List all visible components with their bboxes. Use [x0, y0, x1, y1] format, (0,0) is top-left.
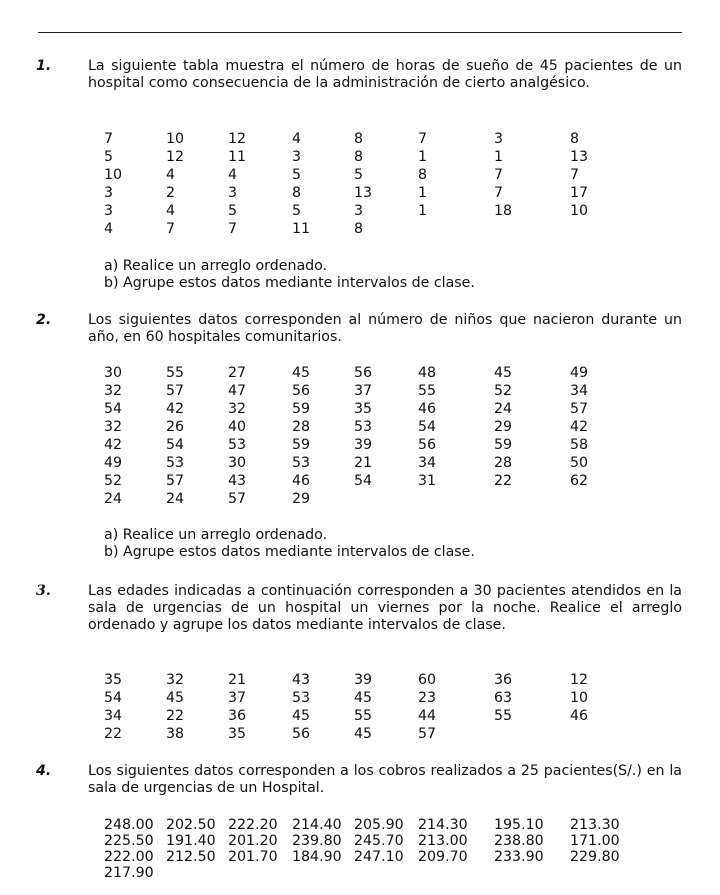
table-cell: 8 [354, 149, 364, 165]
table-cell: 12 [570, 672, 589, 688]
top-divider-line [38, 32, 682, 33]
table-cell: 13 [354, 185, 373, 201]
problem-2-statement: 2. Los siguientes datos corresponden al número de niños que nacieron durante un año, en 60 hospitales comunitarios. [36, 312, 682, 345]
table-cell: 57 [166, 383, 185, 399]
table-cell: 8 [292, 185, 302, 201]
table-cell: 30 [104, 365, 123, 381]
table-cell: 233.90 [494, 849, 544, 865]
table-cell: 213.00 [418, 833, 468, 849]
table-cell: 43 [228, 473, 247, 489]
table-cell: 35 [354, 401, 373, 417]
table-cell: 21 [354, 455, 373, 471]
table-cell: 29 [292, 491, 311, 507]
problem-2-tasks [104, 527, 475, 561]
table-cell: 8 [418, 167, 428, 183]
table-cell: 40 [228, 419, 247, 435]
table-cell: 30 [228, 455, 247, 471]
table-cell: 58 [570, 437, 589, 453]
table-cell: 37 [228, 690, 247, 706]
table-cell: 44 [418, 708, 437, 724]
table-cell: 57 [228, 491, 247, 507]
table-cell: 32 [104, 383, 123, 399]
problem-2-task-b: b) Agrupe estos datos mediante intervalos de clase. [104, 544, 475, 560]
table-cell: 225.50 [104, 833, 154, 849]
table-cell: 45 [166, 690, 185, 706]
table-cell: 22 [104, 726, 123, 742]
table-cell: 7 [104, 131, 114, 147]
table-cell: 53 [228, 437, 247, 453]
table-cell: 247.10 [354, 849, 404, 865]
table-cell: 36 [228, 708, 247, 724]
table-cell: 3 [292, 149, 302, 165]
table-cell: 4 [166, 167, 176, 183]
problem-2 [36, 312, 682, 346]
table-cell: 55 [166, 365, 185, 381]
table-cell: 48 [418, 365, 437, 381]
table-cell: 24 [494, 401, 513, 417]
table-cell: 21 [228, 672, 247, 688]
table-cell: 13 [570, 149, 589, 165]
table-cell: 212.50 [166, 849, 216, 865]
table-cell: 8 [570, 131, 580, 147]
table-cell: 5 [354, 167, 364, 183]
table-cell: 46 [418, 401, 437, 417]
table-cell: 1 [418, 149, 428, 165]
table-cell: 53 [166, 455, 185, 471]
table-cell: 1 [418, 203, 428, 219]
table-cell: 8 [354, 131, 364, 147]
table-cell: 46 [570, 708, 589, 724]
table-cell: 60 [418, 672, 437, 688]
table-cell: 3 [354, 203, 364, 219]
table-cell: 2 [166, 185, 176, 201]
table-cell: 10 [570, 203, 589, 219]
table-cell: 36 [494, 672, 513, 688]
table-cell: 4 [228, 167, 238, 183]
table-cell: 23 [418, 690, 437, 706]
problem-3-number: 3. [36, 583, 51, 599]
table-cell: 55 [494, 708, 513, 724]
problem-3 [36, 583, 682, 634]
table-cell: 42 [570, 419, 589, 435]
table-cell: 43 [292, 672, 311, 688]
table-cell: 57 [570, 401, 589, 417]
problem-4-statement: 4. Los siguientes datos corresponden a los cobros realizados a 25 pacientes(S/.) en la sala de urgencias de un Hospital. [36, 763, 682, 796]
table-cell: 59 [292, 401, 311, 417]
table-cell: 171.00 [570, 833, 620, 849]
table-cell: 49 [570, 365, 589, 381]
table-cell: 11 [228, 149, 247, 165]
table-cell: 22 [494, 473, 513, 489]
table-cell: 35 [228, 726, 247, 742]
table-cell: 59 [494, 437, 513, 453]
problem-2-task-a: a) Realice un arreglo ordenado. [104, 527, 328, 543]
table-cell: 3 [494, 131, 504, 147]
table-cell: 52 [104, 473, 123, 489]
table-cell: 39 [354, 437, 373, 453]
table-cell: 191.40 [166, 833, 216, 849]
table-cell: 35 [104, 672, 123, 688]
table-cell: 57 [166, 473, 185, 489]
table-cell: 34 [570, 383, 589, 399]
table-cell: 37 [354, 383, 373, 399]
table-cell: 4 [166, 203, 176, 219]
table-cell: 248.00 [104, 817, 154, 833]
table-cell: 24 [104, 491, 123, 507]
table-cell: 201.70 [228, 849, 278, 865]
table-cell: 45 [292, 365, 311, 381]
table-cell: 245.70 [354, 833, 404, 849]
table-cell: 56 [292, 726, 311, 742]
table-cell: 59 [292, 437, 311, 453]
table-cell: 3 [104, 203, 114, 219]
table-cell: 47 [228, 383, 247, 399]
table-cell: 49 [104, 455, 123, 471]
table-cell: 5 [104, 149, 114, 165]
table-cell: 18 [494, 203, 513, 219]
table-cell: 26 [166, 419, 185, 435]
problem-3-statement: 3. Las edades indicadas a continuación corresponden a 30 pacientes atendidos en la sala de urgencias de un hospital un viernes por la noche. Realice el arreglo ordenado y agrupe los datos mediante intervalos de clase. [36, 583, 682, 633]
table-cell: 53 [292, 455, 311, 471]
table-cell: 17 [570, 185, 589, 201]
table-cell: 10 [104, 167, 123, 183]
table-cell: 32 [228, 401, 247, 417]
problem-1-tasks [104, 258, 475, 292]
table-cell: 42 [166, 401, 185, 417]
problem-1-statement: 1. La siguiente tabla muestra el número de horas de sueño de 45 pacientes de un hospital como consecuencia de la administración de cierto analgésico. [36, 58, 682, 91]
table-cell: 56 [292, 383, 311, 399]
table-cell: 34 [418, 455, 437, 471]
table-cell: 38 [166, 726, 185, 742]
table-cell: 54 [104, 401, 123, 417]
table-cell: 27 [228, 365, 247, 381]
table-cell: 11 [292, 221, 311, 237]
table-cell: 31 [418, 473, 437, 489]
table-cell: 39 [354, 672, 373, 688]
table-cell: 54 [418, 419, 437, 435]
table-cell: 205.90 [354, 817, 404, 833]
table-cell: 5 [292, 203, 302, 219]
table-cell: 46 [292, 473, 311, 489]
table-cell: 209.70 [418, 849, 468, 865]
table-cell: 28 [494, 455, 513, 471]
table-cell: 222.20 [228, 817, 278, 833]
table-cell: 10 [570, 690, 589, 706]
table-cell: 54 [104, 690, 123, 706]
table-cell: 29 [494, 419, 513, 435]
table-cell: 217.90 [104, 865, 154, 881]
table-cell: 8 [354, 221, 364, 237]
table-cell: 52 [494, 383, 513, 399]
table-cell: 53 [354, 419, 373, 435]
table-cell: 1 [494, 149, 504, 165]
table-cell: 42 [104, 437, 123, 453]
table-cell: 239.80 [292, 833, 342, 849]
table-cell: 32 [104, 419, 123, 435]
problem-1-task-a: a) Realice un arreglo ordenado. [104, 258, 328, 274]
table-cell: 24 [166, 491, 185, 507]
table-cell: 7 [494, 167, 504, 183]
table-cell: 184.90 [292, 849, 342, 865]
table-cell: 4 [104, 221, 114, 237]
problem-1 [36, 58, 682, 92]
table-cell: 4 [292, 131, 302, 147]
table-cell: 1 [418, 185, 428, 201]
table-cell: 7 [166, 221, 176, 237]
table-cell: 214.40 [292, 817, 342, 833]
problem-4 [36, 763, 682, 797]
table-cell: 56 [354, 365, 373, 381]
table-cell: 54 [166, 437, 185, 453]
table-cell: 238.80 [494, 833, 544, 849]
table-cell: 7 [418, 131, 428, 147]
table-cell: 5 [292, 167, 302, 183]
table-cell: 56 [418, 437, 437, 453]
table-cell: 62 [570, 473, 589, 489]
table-cell: 7 [570, 167, 580, 183]
table-cell: 229.80 [570, 849, 620, 865]
table-cell: 45 [354, 690, 373, 706]
table-cell: 45 [292, 708, 311, 724]
table-cell: 22 [166, 708, 185, 724]
problem-1-number: 1. [36, 58, 52, 74]
table-cell: 222.00 [104, 849, 154, 865]
table-cell: 201.20 [228, 833, 278, 849]
table-cell: 28 [292, 419, 311, 435]
table-cell: 45 [494, 365, 513, 381]
problem-2-number: 2. [36, 312, 52, 328]
table-cell: 3 [228, 185, 238, 201]
table-cell: 214.30 [418, 817, 468, 833]
table-cell: 32 [166, 672, 185, 688]
table-cell: 34 [104, 708, 123, 724]
table-cell: 54 [354, 473, 373, 489]
table-cell: 7 [228, 221, 238, 237]
table-cell: 50 [570, 455, 589, 471]
table-cell: 63 [494, 690, 513, 706]
table-cell: 45 [354, 726, 373, 742]
table-cell: 195.10 [494, 817, 544, 833]
table-cell: 57 [418, 726, 437, 742]
table-cell: 12 [166, 149, 185, 165]
table-cell: 3 [104, 185, 114, 201]
table-cell: 55 [418, 383, 437, 399]
table-cell: 10 [166, 131, 185, 147]
table-cell: 55 [354, 708, 373, 724]
table-cell: 53 [292, 690, 311, 706]
table-cell: 12 [228, 131, 247, 147]
problem-1-task-b: b) Agrupe estos datos mediante intervalos de clase. [104, 275, 475, 291]
table-cell: 202.50 [166, 817, 216, 833]
table-cell: 7 [494, 185, 504, 201]
problem-4-number: 4. [36, 763, 52, 779]
table-cell: 213.30 [570, 817, 620, 833]
table-cell: 5 [228, 203, 238, 219]
